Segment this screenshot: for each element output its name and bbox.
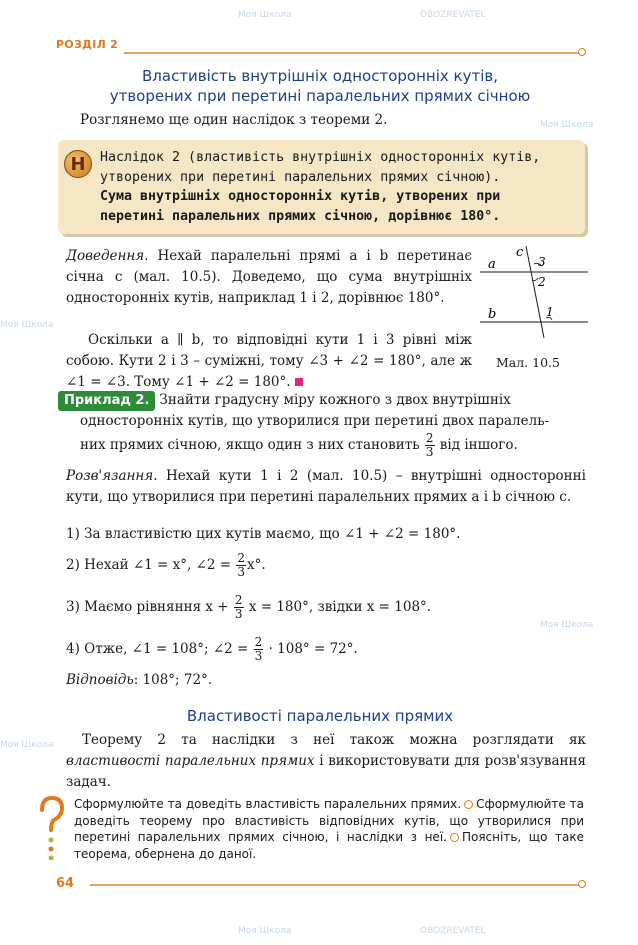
header-rule [124, 52, 580, 54]
corollary-line4: перетині паралельних прямих січною, дорівнює 180°. [100, 208, 501, 224]
proof-label: Доведення. [66, 248, 149, 264]
circle-separator-icon [450, 833, 459, 842]
proof-paragraph-2 [66, 330, 472, 393]
answer: Відповідь: 108°; 72°. [66, 672, 213, 688]
fig-label-1: 1 [546, 305, 554, 319]
page-title-line1: Властивість внутрішніх односторонніх кутів, [142, 67, 498, 85]
watermark: OBOZREVATEL [420, 10, 486, 20]
watermark: Моя Школа [540, 120, 594, 130]
watermark: OBOZREVATEL [420, 926, 486, 936]
page-number: 64 [56, 876, 75, 891]
header-rule-end [578, 48, 586, 56]
watermark: Моя Школа [238, 10, 292, 20]
proof-text-1: Нехай паралельні прямі a і b перетинає січна c (мал. 10.5). Доведемо, що сума внутрішніх односторонніх кутів, наприклад 1 і 2, дорівнює 180°. [66, 248, 472, 306]
corollary-line3: Сума внутрішніх односторонніх кутів, утворених при [100, 189, 501, 204]
example-line2: односторонніх кутів, що утворилися при перетині двох паралель- [80, 413, 550, 429]
proof-paragraph [66, 246, 472, 309]
question-3: Поясніть, що таке теорема, обернена до даної. [74, 830, 584, 861]
properties-heading: Властивості паралельних прямих [186, 707, 454, 725]
fraction-two-thirds: $\frac{2}{3}$ [237, 551, 246, 579]
corollary-line1: Наслідок 2 (властивість внутрішніх односторонніх кутів, [100, 150, 541, 165]
review-questions [74, 796, 584, 862]
solution-text: Нехай кути 1 і 2 (мал. 10.5) – внутрішні односторонні кути, що утворилися при перетині паралельних прямих a і b січною c. [66, 468, 586, 505]
solution-paragraph [66, 466, 586, 508]
page-title-line2: утворених при перетині паралельних прямих січною [109, 87, 531, 105]
watermark: Моя Школа [540, 620, 594, 630]
section-label: РОЗДІЛ 2 [56, 38, 119, 51]
fraction-two-thirds: $\frac{2}{3}$ [254, 635, 263, 663]
solution-step-4: 4) Отже, ∠1 = 108°; ∠2 = $\frac{2}{3}$ · 108° = 72°. [66, 635, 358, 663]
page-title [60, 66, 580, 106]
example-line1: Знайти градусну міру кожного з двох внутрішніх [159, 392, 511, 408]
solution-step-1: 1) За властивістю цих кутів маємо, що ∠1 + ∠2 = 180°. [66, 526, 461, 542]
solution-label: Розв'язання. [66, 468, 158, 484]
example-tag: Приклад 2. [58, 391, 155, 411]
example-line3: них прямих січною, якщо один з них становить $\frac{2}{3}$ від іншого. [80, 431, 518, 459]
corollary-text [100, 148, 576, 226]
fraction-two-thirds: $\frac{2}{3}$ [234, 593, 243, 621]
circle-separator-icon [464, 800, 473, 809]
watermark: Моя Школа [238, 926, 292, 936]
fig-label-3: 3 [538, 255, 546, 269]
qed-icon [295, 378, 303, 386]
solution-step-2: 2) Нехай ∠1 = x°, ∠2 = $\frac{2}{3}$ x°. [66, 551, 266, 579]
fraction-two-thirds: $\frac{2}{3}$ [425, 431, 434, 459]
example-statement [58, 390, 586, 459]
corollary-box [58, 140, 585, 234]
footer-rule-end [578, 880, 586, 888]
fig-label-2: 2 [538, 275, 546, 289]
question-icon [36, 796, 66, 860]
corollary-badge-icon: Н [64, 150, 92, 178]
figure-caption: Мал. 10.5 [496, 355, 560, 370]
corollary-line2: утворених при перетині паралельних прямих січною). [100, 169, 501, 185]
fig-label-c: c [516, 245, 524, 260]
properties-text: Теорему 2 та наслідки з неї також можна розглядати як властивості паралельних прямих і використовувати для розв'язування задач. [66, 732, 587, 790]
proof-text-2: Оскільки a ∥ b, то відповідні кути 1 і 3 рівні між собою. Кути 2 і 3 – суміжні, тому ∠3 + ∠2 = 180°, але ж ∠1 = ∠3. Тому ∠1 + ∠2 = 180°. [66, 332, 472, 390]
question-1: Сформулюйте та доведіть властивість паралельних прямих. [74, 797, 462, 811]
footer-rule [90, 884, 580, 886]
figure-10-5 [480, 244, 590, 338]
watermark: Моя Школа [0, 740, 54, 750]
fig-label-b: b [488, 307, 497, 322]
intro-text: Розглянемо ще один наслідок з теореми 2. [80, 112, 388, 128]
solution-step-3: 3) Маємо рівняння x + $\frac{2}{3}$ x = 180°, звідки x = 108°. [66, 593, 432, 621]
question-2: Сформулюйте та доведіть теорему про властивість відповідних кутів, що утворилися при перетині паралельних прямих січною, і наслідки з неї. [74, 797, 585, 844]
fig-label-a: a [488, 257, 496, 272]
watermark: Моя Школа [0, 320, 54, 330]
